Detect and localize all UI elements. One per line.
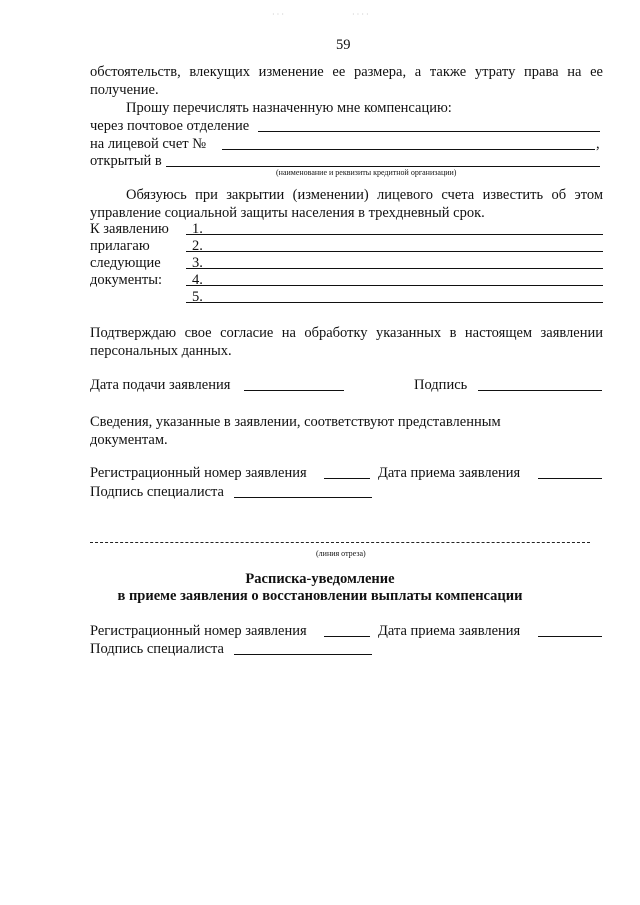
verification-line-1: Сведения, указанные в заявлении, соответствуют представленным (90, 414, 501, 430)
account-comma: , (596, 136, 600, 152)
bank-hint: (наименование и реквизиты кредитной организации) (276, 168, 457, 177)
obligation-line-1: Обязуюсь при закрытии (изменении) лицевого счета известить об этом (126, 187, 603, 203)
submission-date-label: Дата подачи заявления (90, 377, 231, 393)
scan-mark-left: · · · (272, 10, 284, 19)
post-office-label: через почтовое отделение (90, 118, 250, 134)
attachment-field-3[interactable] (186, 268, 603, 269)
signature-label: Подпись (414, 377, 468, 393)
payment-request: Прошу перечислять назначенную мне компенсацию: (126, 100, 452, 116)
attachment-field-5[interactable] (186, 302, 603, 303)
receipt-specialist-signature-label: Подпись специалиста (90, 641, 224, 657)
cut-line-label: (линия отреза) (316, 549, 366, 558)
receipt-reg-number-field[interactable] (324, 636, 370, 637)
account-label: на лицевой счет № (90, 136, 207, 152)
attachments-label-3: следующие (90, 255, 161, 271)
account-field[interactable] (222, 149, 595, 150)
intro-line-2: получение. (90, 82, 159, 98)
attachment-item-3: 3. (192, 255, 203, 271)
obligation-line-2: управление социальной защиты населения в трехдневный срок. (90, 205, 485, 221)
receipt-reg-number-label: Регистрационный номер заявления (90, 623, 307, 639)
verification-line-2: документам. (90, 432, 168, 448)
reg-number-label: Регистрационный номер заявления (90, 465, 307, 481)
signature-field[interactable] (478, 390, 602, 391)
attachment-item-2: 2. (192, 238, 203, 254)
receipt-title: Расписка-уведомление (245, 571, 395, 587)
specialist-signature-label: Подпись специалиста (90, 484, 224, 500)
attachment-item-1: 1. (192, 221, 203, 237)
receipt-subtitle: в приеме заявления о восстановлении выплаты компенсации (117, 588, 523, 604)
specialist-signature-field[interactable] (234, 497, 372, 498)
attachment-item-4: 4. (192, 272, 203, 288)
receipt-specialist-signature-field[interactable] (234, 654, 372, 655)
attachment-field-4[interactable] (186, 285, 603, 286)
attachment-field-2[interactable] (186, 251, 603, 252)
opened-in-label: открытый в (90, 153, 162, 169)
receipt-accept-date-label: Дата приема заявления (378, 623, 521, 639)
receipt-accept-date-field[interactable] (538, 636, 602, 637)
page-number: 59 (336, 37, 351, 53)
accept-date-label: Дата приема заявления (378, 465, 521, 481)
consent-line-2: персональных данных. (90, 343, 232, 359)
post-office-field[interactable] (258, 131, 600, 132)
attachment-item-5: 5. (192, 289, 203, 305)
consent-line-1: Подтверждаю свое согласие на обработку указанных в настоящем заявлении (90, 325, 603, 341)
attachments-label-1: К заявлению (90, 221, 169, 237)
reg-number-field[interactable] (324, 478, 370, 479)
cut-line (90, 542, 590, 543)
scan-mark-right: · · · · (352, 10, 369, 19)
attachment-field-1[interactable] (186, 234, 603, 235)
intro-line-1: обстоятельств, влекущих изменение ее размера, а также утрату права на ее (90, 64, 603, 80)
attachments-label-4: документы: (90, 272, 163, 288)
bank-field[interactable] (166, 166, 600, 167)
accept-date-field[interactable] (538, 478, 602, 479)
attachments-label-2: прилагаю (90, 238, 150, 254)
submission-date-field[interactable] (244, 390, 344, 391)
